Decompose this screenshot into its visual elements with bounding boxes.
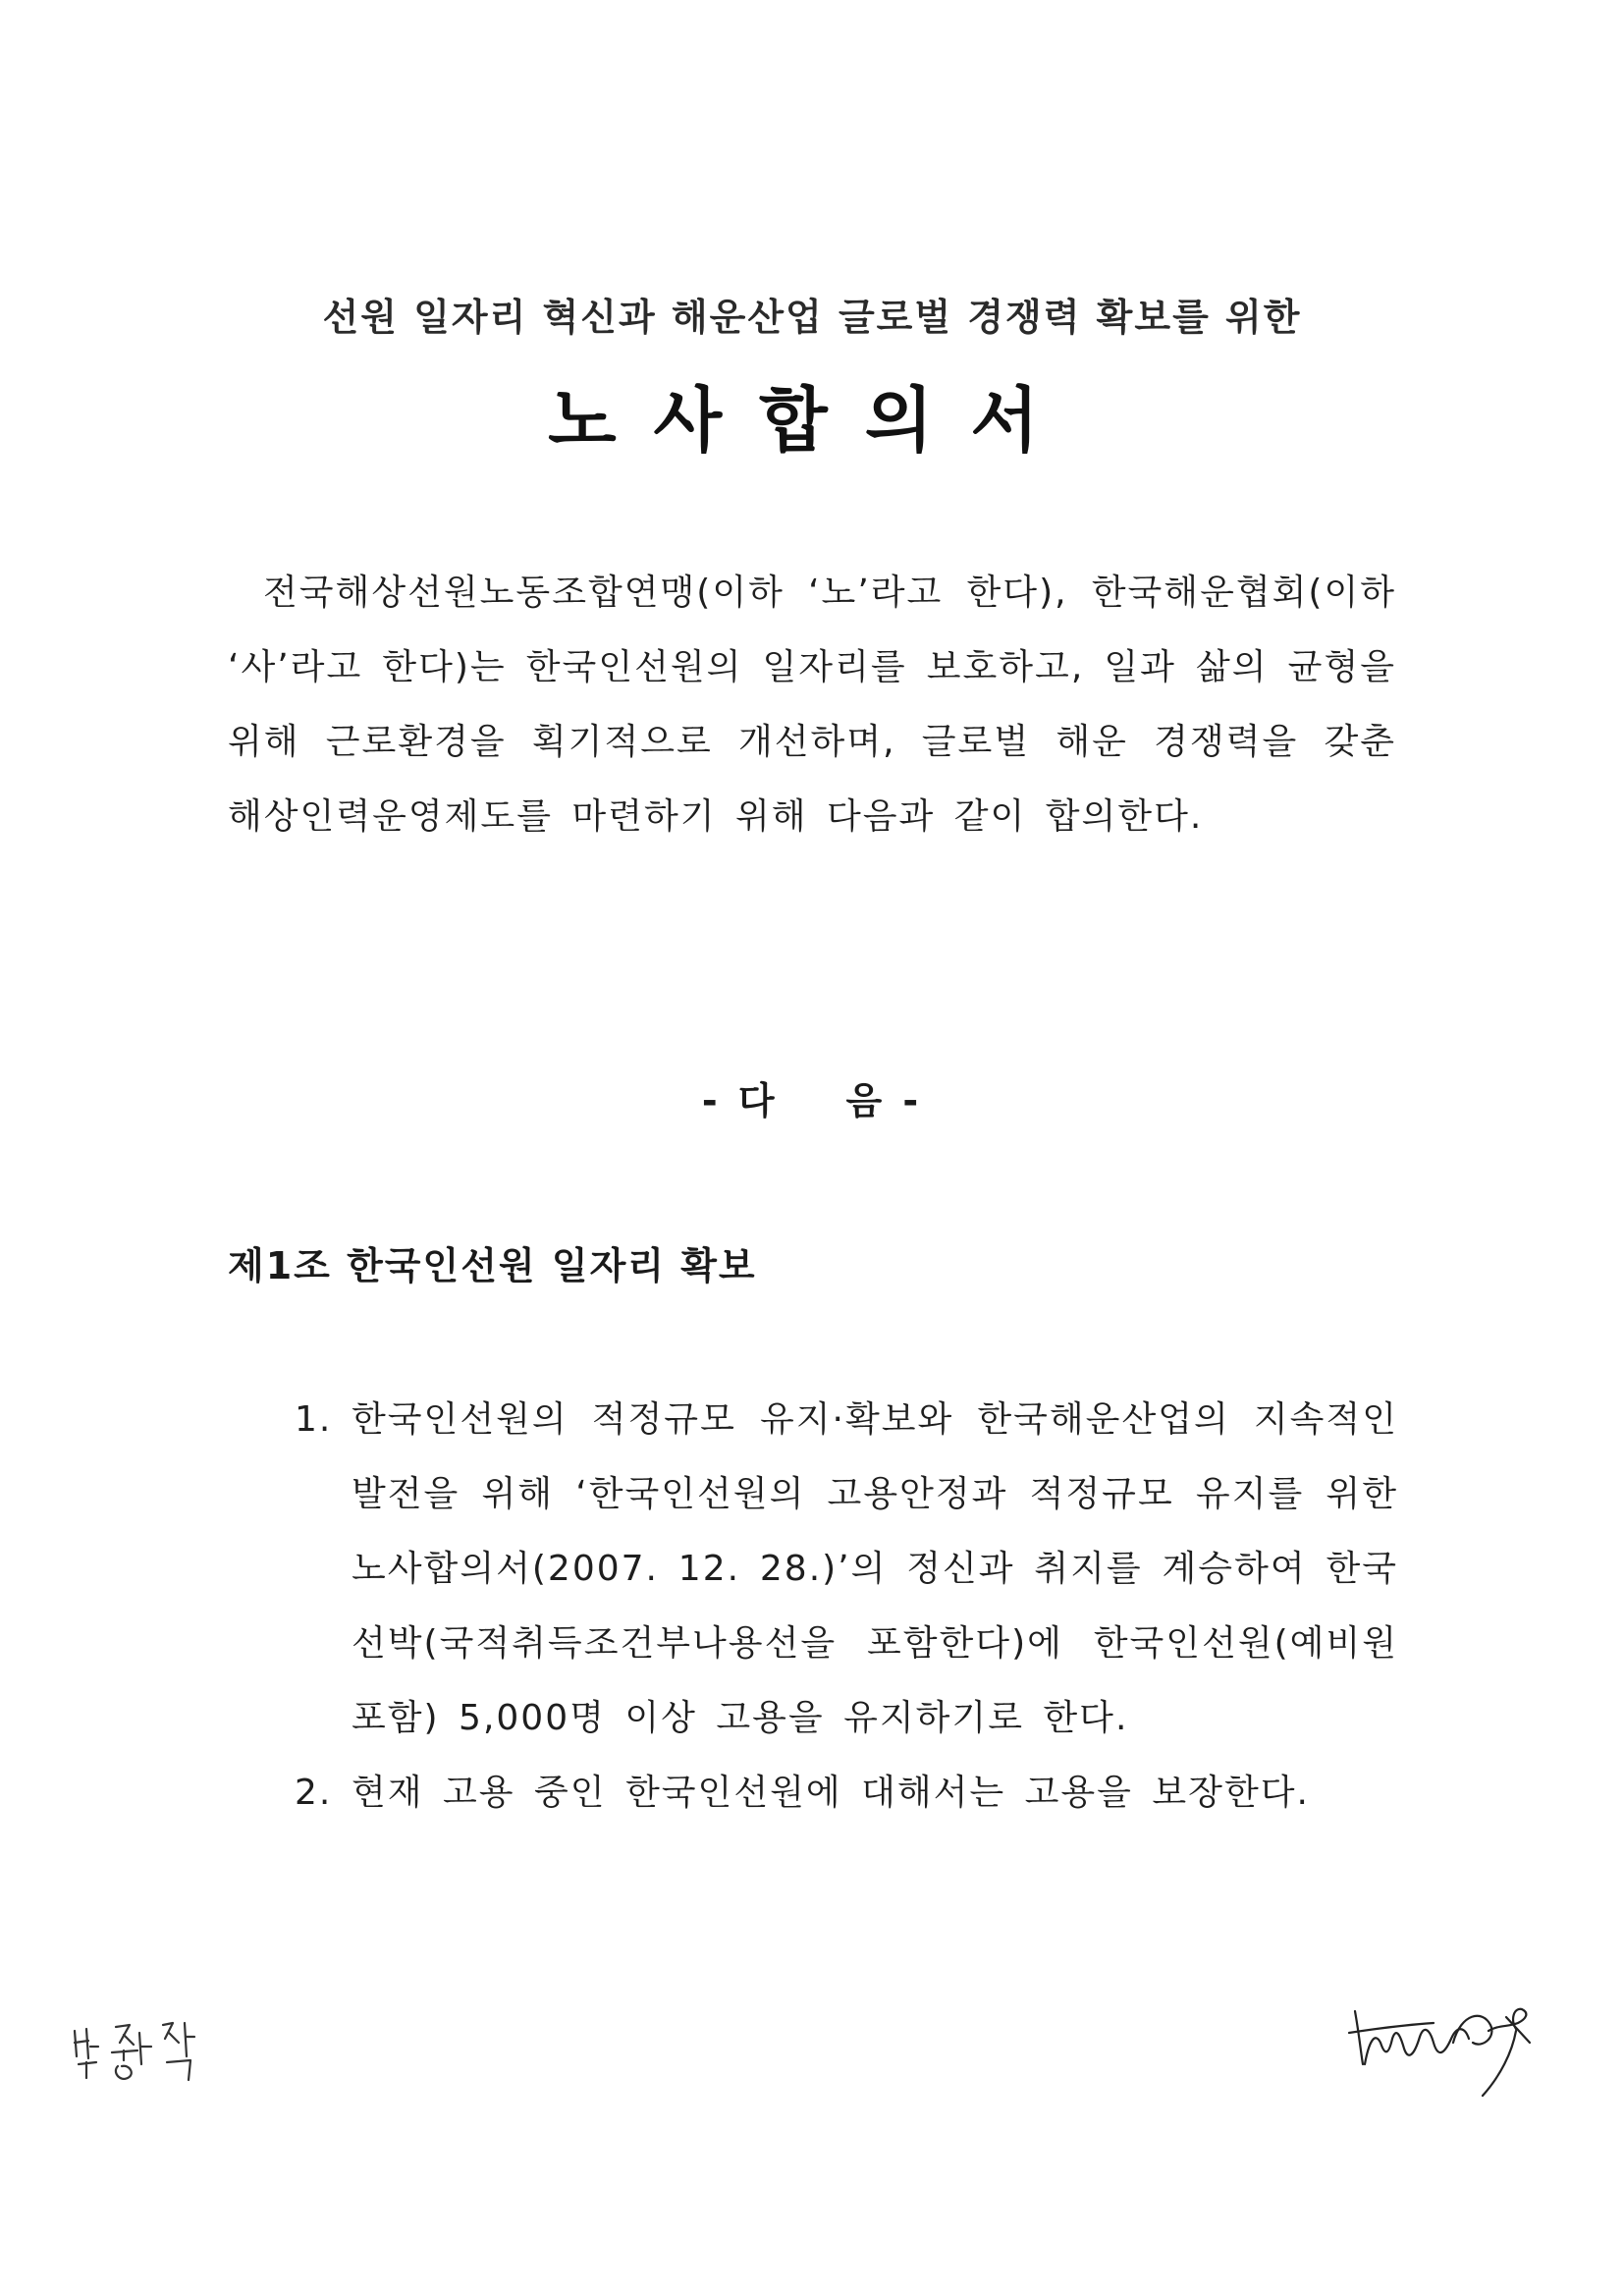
clause-text: 한국인선원의 적정규모 유지·확보와 한국해운산업의 지속적인 발전을 위해 ‘한국인선원의 고용안정과 적정규모 유지를 위한 노사합의서(2007. 12. 28.)’의 정신과 취지를 계승하여 한국선박(국적취득조건부나용선을 포함한다)에 한국인선원(예비원 포함) 5,000명 이상 고용을 유지하기로 한다. — [352, 1399, 1398, 1738]
document-title: 노사합의서 — [548, 379, 1076, 462]
article-1-clauses — [295, 1383, 1398, 1831]
intro-paragraph: 전국해상선원노동조합연맹(이하 ‘노’라고 한다), 한국해운협회(이하 ‘사’라고 한다)는 한국인선원의 일자리를 보호하고, 일과 삶의 균형을 위해 근로환경을 획기적으로 개선하며, 글로벌 해운 경쟁력을 갖춘 해상인력운영제도를 마련하기 위해 다음과 같이 합의한다. — [228, 573, 1396, 837]
handwritten-signature-right — [1335, 1974, 1551, 2111]
article-1-title: 제1조 한국인선원 일자리 확보 — [228, 1244, 757, 1287]
clause-number: 1. — [295, 1399, 333, 1440]
clause-text: 현재 고용 중인 한국인선원에 대해서는 고용을 보장한다. — [352, 1773, 1310, 1813]
clause-item — [295, 1756, 1398, 1831]
section-separator: - 다 음 - — [701, 1079, 923, 1122]
clause-number: 2. — [295, 1773, 333, 1813]
clause-item — [295, 1383, 1398, 1756]
handwritten-signature-left — [69, 2003, 216, 2092]
document-subtitle: 선원 일자리 혁신과 해운산업 글로벌 경쟁력 확보를 위한 — [322, 296, 1302, 339]
